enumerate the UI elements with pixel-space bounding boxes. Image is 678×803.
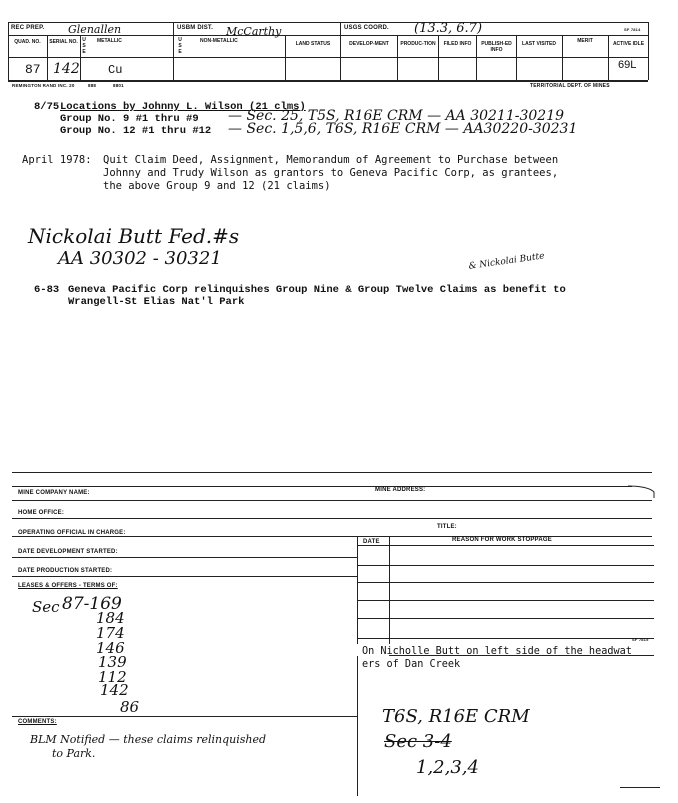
col-merit: MERIT <box>577 38 593 44</box>
leases-offers-label: LEASES & OFFERS - TERMS OF: <box>18 583 118 589</box>
divider <box>608 35 609 80</box>
bottom-dash <box>620 787 660 788</box>
divider <box>476 35 477 80</box>
hand-note-butt: Nickolai Butt Fed.#s <box>28 224 240 248</box>
form-rule <box>12 536 652 537</box>
usgs-coord-label: USGS COORD. <box>344 25 389 31</box>
divider <box>340 22 341 80</box>
form-rule <box>12 486 632 487</box>
header-row-rule <box>8 57 648 58</box>
hand-number: 174 <box>96 624 125 642</box>
stoppage-rule <box>357 545 654 546</box>
entry3-line2: Wrangell-St Elias Nat'l Park <box>68 296 245 308</box>
col-active-idle: ACTIVE IDLE <box>612 41 645 47</box>
entry1-group12: Group No. 12 #1 thru #12 <box>60 125 212 137</box>
row-quad-no: 87 <box>25 62 41 77</box>
form-top-rule <box>12 472 652 473</box>
stoppage-divider <box>357 536 358 644</box>
divider <box>562 35 563 80</box>
entry1-group9: Group No. 9 #1 thru #9 <box>60 113 199 125</box>
hand-number: 142 <box>100 681 129 699</box>
hand-number: 112 <box>98 668 127 686</box>
col-land-status: LAND STATUS <box>295 41 331 47</box>
entry1-date: 8/75 <box>34 101 60 113</box>
comments-divider <box>357 656 358 796</box>
divider <box>8 22 9 80</box>
stoppage-rule <box>357 638 654 639</box>
col-quad-no: QUAD. NO. <box>14 39 41 45</box>
hand-note-butte: & Nickolai Butte <box>468 251 546 272</box>
form-rule <box>12 500 652 501</box>
row-active-idle: 69L <box>618 59 637 71</box>
entry2-line2: Johnny and Trudy Wilson as grantors to Geneva Pacific Corp, as grantees, <box>103 167 559 179</box>
header-bottom-rule <box>8 80 648 82</box>
col-published-info: PUBLISH-ED INFO <box>481 41 512 53</box>
date-prod-started-label: DATE PRODUCTION STARTED: <box>18 568 113 574</box>
stoppage-divider <box>389 536 390 644</box>
col-nonmetallic: NON-METALLIC <box>200 38 238 44</box>
hand-location-1: T6S, R16E CRM <box>382 706 530 727</box>
col-serial-no: SERIAL NO. <box>49 39 78 45</box>
col-use-2: U S E <box>178 37 182 55</box>
entry1-group9-location: — Sec. 25, T5S, R16E CRM — AA 30211-30219 <box>228 108 565 124</box>
col-metallic: METALLIC <box>97 38 122 44</box>
hand-location-2: Sec 3-4 <box>384 731 452 752</box>
entry3-line1: Geneva Pacific Corp relinquishes Group Nine & Group Twelve Claims as benefit to <box>68 284 566 296</box>
form-rule <box>12 557 357 558</box>
typed-note-line1: On Nicholle Butt on left side of the headwat <box>362 646 632 657</box>
row-metallic: Cu <box>108 63 123 77</box>
col-last-visited: LAST VISITED <box>522 41 556 47</box>
mine-address-label: MINE ADDRESS: <box>375 487 426 493</box>
hand-location-3: 1,2,3,4 <box>416 757 479 778</box>
entry1-title: Locations by Johnny L. Wilson (21 clms) <box>60 101 306 113</box>
hand-number: 139 <box>98 653 127 671</box>
printer-code-2: 8801 <box>113 83 124 88</box>
printer-label: REMINGTON RAND INC. 20 <box>12 83 75 88</box>
hand-note-aa: AA 30302 - 30321 <box>58 248 222 269</box>
divider <box>438 35 439 80</box>
rec-prep-label: REC PREP. <box>11 25 45 31</box>
usbm-dist-value: McCarthy <box>226 25 282 38</box>
col-filed-info: FILED INFO <box>443 41 472 47</box>
typed-note-line2: ers of Dan Creek <box>362 659 461 670</box>
entry2-line3: the above Group 9 and 12 (21 claims) <box>103 180 331 192</box>
hand-comment-line2: to Park. <box>52 747 96 760</box>
entry2-date: April 1978: <box>22 154 92 166</box>
mine-company-name-label: MINE COMPANY NAME: <box>18 490 90 496</box>
stoppage-rule <box>357 582 654 583</box>
stoppage-rule <box>357 600 654 601</box>
usgs-coord-value: (13.3, 6.7) <box>414 21 483 36</box>
divider <box>516 35 517 80</box>
divider <box>648 22 649 80</box>
printer-code-1: 888 <box>88 83 97 88</box>
operating-official-label: OPERATING OFFICIAL IN CHARGE: <box>18 530 126 536</box>
entry2-line1: Quit Claim Deed, Assignment, Memorandum of Agreement to Purchase between <box>103 154 559 166</box>
divider <box>397 35 398 80</box>
col-use: U S E <box>82 37 86 55</box>
stoppage-rule <box>357 565 654 566</box>
form-corner-curve <box>628 478 658 498</box>
form-rule <box>12 518 652 519</box>
hand-comment-line1: BLM Notified — these claims relinquished <box>30 733 267 746</box>
hand-number: 146 <box>96 639 125 657</box>
row-serial-no: 142 <box>53 61 80 77</box>
comments-label: COMMENTS: <box>18 719 57 725</box>
hand-number: 87-169 <box>62 594 122 614</box>
hand-number: 184 <box>96 609 125 627</box>
date-dev-started-label: DATE DEVELOPMENT STARTED: <box>18 549 118 555</box>
col-production: PRODUC-TION <box>400 41 436 47</box>
entry1-group12-location: — Sec. 1,5,6, T6S, R16E CRM — AA30220-30231 <box>228 121 578 137</box>
home-office-label: HOME OFFICE: <box>18 510 65 516</box>
entry3-date: 6-83 <box>34 284 60 296</box>
comments-rule <box>12 716 357 717</box>
form-rule <box>12 576 357 577</box>
stoppage-rule <box>357 618 654 619</box>
usbm-dist-label: USBM DIST. <box>177 25 214 31</box>
hand-number: 86 <box>120 698 140 716</box>
title-label: TITLE: <box>437 524 457 530</box>
work-stoppage-date-col: DATE <box>363 539 380 545</box>
divider <box>173 22 174 80</box>
form-number-bottom: SF 7815 <box>632 637 649 642</box>
form-number-top: SF 7814 <box>624 27 641 32</box>
hand-numbers-prefix: Sec <box>32 598 60 616</box>
rec-prep-value: Glenallen <box>68 23 122 36</box>
work-stoppage-reason-col: REASON FOR WORK STOPPAGE <box>452 537 552 543</box>
divider <box>285 35 286 80</box>
col-development: DEVELOP-MENT <box>349 41 389 47</box>
department-label: TERRITORIAL DEPT. OF MINES <box>530 83 610 89</box>
